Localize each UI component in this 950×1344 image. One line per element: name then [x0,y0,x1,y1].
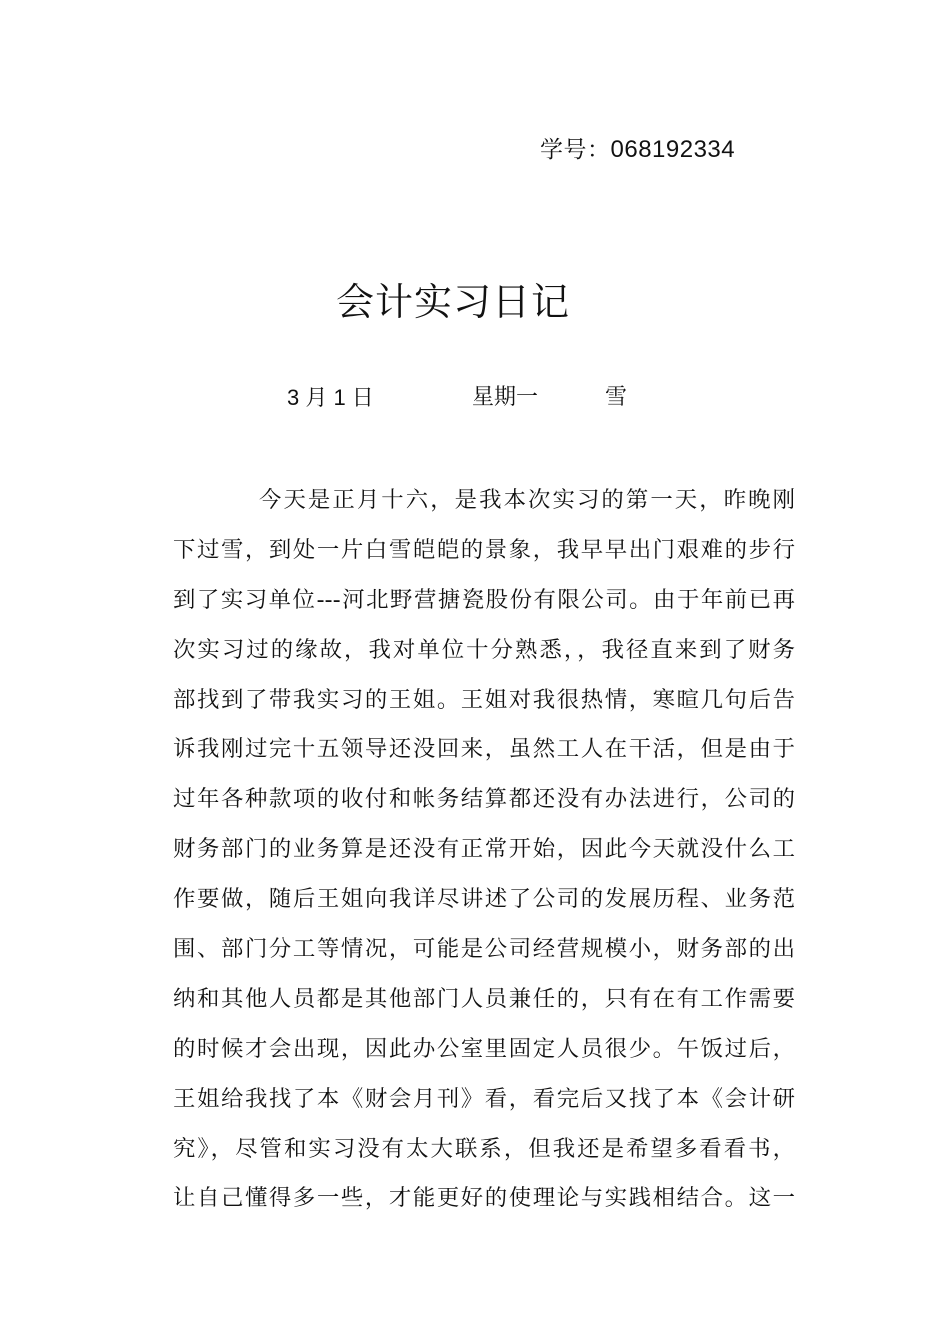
body-line: 诉我刚过完十五领导还没回来，虽然工人在干活，但是由于 [173,736,795,763]
student-id-value: 068192334 [610,136,736,163]
body-line: 部找到了带我实习的王姐。王姐对我很热情，寒暄几句后告 [173,686,795,713]
document-title: 会计实习日记 [336,280,571,324]
body-line: 王姐给我找了本《财会月刊》看，看完后又找了本《会计研 [173,1085,795,1112]
body-line: 的时候才会出现，因此办公室里固定人员很少。午饭过后， [173,1035,795,1062]
body-line: 究》，尽管和实习没有太大联系，但我还是希望多看看书， [173,1135,795,1162]
body-line: 下过雪，到处一片白雪皑皑的景象，我早早出门艰难的步行 [173,536,795,563]
entry-date: 3 月 1 日 [287,385,374,410]
body-line: 今天是正月十六，是我本次实习的第一天，昨晚刚 [259,487,795,513]
body-line: 让自己懂得多一些，才能更好的使理论与实践相结合。这一 [173,1185,795,1212]
body-line: 到了实习单位---河北野营搪瓷股份有限公司。由于年前已再 [173,586,795,613]
entry-weather: 雪 [605,385,628,410]
student-id-label: 学号： [540,137,611,163]
student-id [540,134,735,166]
entry-weekday: 星期一 [472,385,539,410]
body-line: 财务部门的业务算是还没有正常开始，因此今天就没什么工 [173,836,795,863]
body-line: 作要做，随后王姐向我详尽讲述了公司的发展历程、业务范 [173,886,795,913]
body-line: 围、部门分工等情况，可能是公司经营规模小，财务部的出 [173,936,795,963]
body-line: 次实习过的缘故，我对单位十分熟悉，，我径直来到了财务 [173,636,795,663]
diary-body [173,476,795,1224]
body-line: 纳和其他人员都是其他部门人员兼任的，只有在有工作需要 [173,985,795,1012]
body-line: 过年各种款项的收付和帐务结算都还没有办法进行，公司的 [173,786,795,813]
